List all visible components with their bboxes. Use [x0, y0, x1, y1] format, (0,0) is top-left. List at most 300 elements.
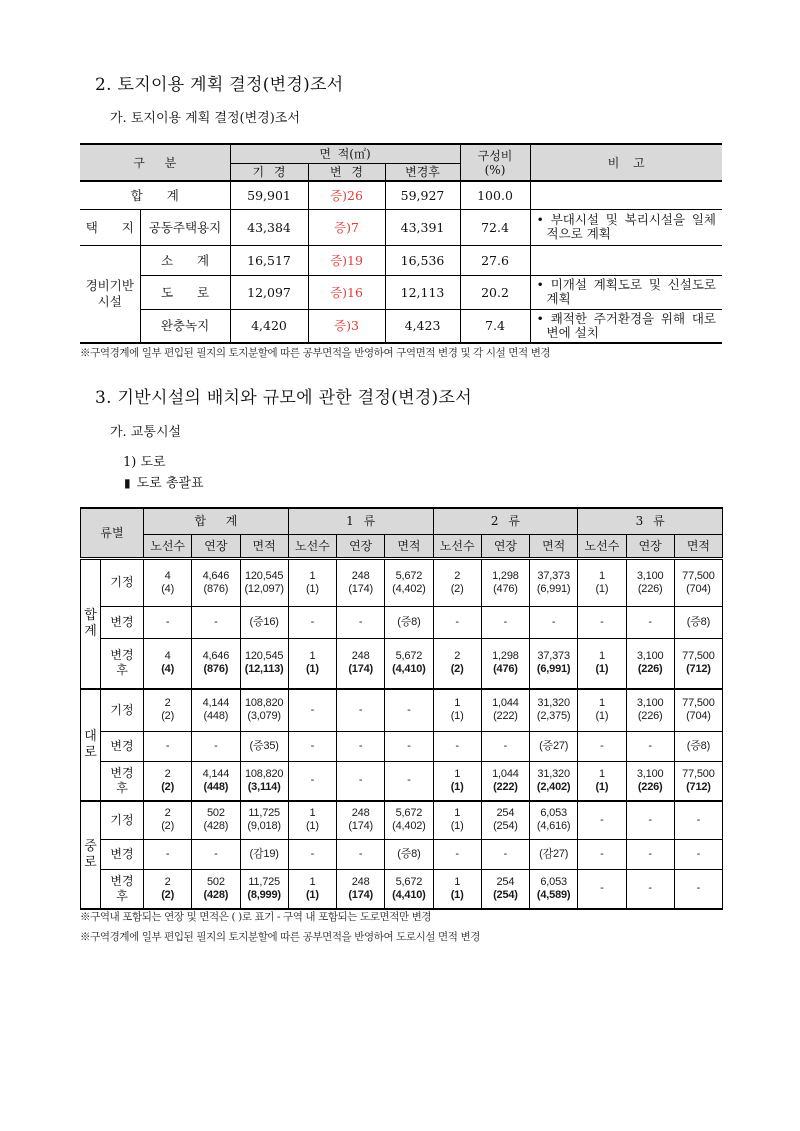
- road-table-title: [124, 475, 204, 492]
- cell-total-length: [192, 606, 240, 638]
- value-class-3-area: -: [696, 847, 701, 860]
- cell-class-1-length: [337, 839, 385, 869]
- value-total-routes: 2: [164, 807, 171, 820]
- value-class-3-routes: 1: [598, 697, 605, 710]
- cell-class-3-routes: [578, 839, 626, 869]
- value-class-3-area: (증8): [686, 615, 711, 628]
- total-after: 59,927: [385, 181, 460, 209]
- header-class-3-length: 연장: [626, 534, 674, 558]
- road-header-row-1: [81, 508, 723, 534]
- row-label-cell-change: [101, 606, 144, 638]
- cell-class-2-area: [530, 638, 578, 689]
- value-class-1-routes: 1: [309, 650, 316, 663]
- value-class-1-routes: 1: [309, 569, 316, 582]
- row-total: [80, 181, 722, 209]
- total-change: 증)26: [308, 181, 385, 209]
- value-class-1-area: -: [407, 739, 411, 752]
- value-class-3-routes: -: [600, 739, 604, 752]
- value-class-3-area: (증8): [686, 739, 711, 752]
- cell-class-1-routes: [288, 638, 336, 689]
- group-label-cell-total: [81, 558, 101, 689]
- value-class-3-length: -: [648, 615, 652, 628]
- in-zone-value-class-3-area: (712): [686, 780, 711, 793]
- in-zone-value-total-length: (448): [203, 710, 229, 723]
- value-class-1-length: -: [358, 774, 363, 787]
- cell-class-1-area: [385, 689, 433, 731]
- value-class-1-length: -: [358, 739, 363, 752]
- cell-class-3-length: [626, 801, 674, 839]
- cell-total-routes: [144, 689, 192, 731]
- header-ratio-label: 구성비: [477, 148, 513, 163]
- value-class-2-length: -: [503, 615, 508, 628]
- infra-buffer-green-ratio: 7.4: [460, 309, 530, 343]
- cell-class-3-routes: [578, 558, 626, 606]
- value-class-1-length: 248: [351, 650, 370, 663]
- section-2-heading: 2. 토지이용 계획 결정(변경)조서: [95, 75, 344, 95]
- row-label-cell-existing: [101, 801, 144, 839]
- infra-subtotal-change: 증)19: [308, 245, 385, 275]
- value-class-1-length: -: [358, 847, 363, 860]
- value-class-3-routes: -: [600, 882, 604, 895]
- cell-class-3-area: [674, 761, 722, 801]
- row-label-existing: 기정: [110, 812, 134, 827]
- cell-class-3-area: [674, 558, 722, 606]
- group-label-cell-medium-road: [81, 801, 101, 909]
- cell-class-1-length: [337, 731, 385, 761]
- section-3-heading: 3. 기반시설의 배치와 규모에 관한 결정(변경)조서: [95, 388, 472, 408]
- value-class-1-length: 248: [351, 807, 370, 820]
- road-row-total-after: [81, 638, 723, 689]
- cell-class-1-area: [385, 869, 433, 909]
- in-zone-value-total-routes: (2): [161, 710, 175, 723]
- value-class-1-routes: -: [310, 703, 315, 716]
- road-summary-table: [80, 507, 723, 910]
- in-zone-value-total-area: (9,018): [247, 820, 281, 833]
- header-group-class-1: 1 류: [288, 508, 433, 534]
- in-zone-value-total-length: (428): [203, 888, 229, 901]
- cell-class-2-area: [530, 869, 578, 909]
- in-zone-value-class-2-length: (254): [493, 888, 518, 901]
- row-label-cell-after: [101, 869, 144, 909]
- land-use-table: [80, 143, 722, 344]
- infra-subtotal-note: [530, 245, 722, 275]
- in-zone-value-class-3-routes: (1): [595, 663, 609, 676]
- in-zone-value-total-area: (8,999): [247, 888, 281, 901]
- in-zone-value-class-2-area: (4,616): [536, 820, 571, 833]
- value-class-1-length: -: [358, 703, 363, 716]
- cell-class-2-length: [481, 731, 529, 761]
- in-zone-value-total-area: (12,097): [244, 582, 284, 595]
- header-class-2-area: 면적: [530, 534, 578, 558]
- cell-total-area: [240, 558, 288, 606]
- group-label-total: 합계: [84, 607, 97, 639]
- in-zone-value-class-3-routes: (1): [595, 710, 609, 723]
- cell-total-routes: [144, 869, 192, 909]
- infra-road-change: 증)16: [308, 275, 385, 309]
- value-class-1-area: (증8): [397, 847, 421, 860]
- value-total-area: 120,545: [244, 569, 284, 582]
- in-zone-value-class-2-area: (6,991): [536, 663, 571, 676]
- cell-class-2-routes: [433, 801, 481, 839]
- header-total-routes: 노선수: [144, 534, 192, 558]
- in-zone-value-total-routes: (4): [161, 663, 175, 676]
- in-zone-value-class-1-routes: (1): [305, 582, 319, 595]
- value-class-3-length: -: [648, 882, 652, 895]
- cell-class-2-length: [481, 761, 529, 801]
- in-zone-value-class-1-area: (4,410): [392, 888, 426, 901]
- in-zone-value-class-3-area: (704): [686, 582, 711, 595]
- cell-class-1-length: [337, 801, 385, 839]
- in-zone-value-class-3-length: (226): [637, 780, 663, 793]
- in-zone-value-class-2-routes: (1): [450, 888, 464, 901]
- row-infra-buffer-green: [80, 309, 722, 343]
- row-label-after: 변경후: [110, 765, 134, 795]
- in-zone-value-class-2-area: (2,402): [536, 780, 571, 793]
- value-total-area: 120,545: [244, 650, 284, 663]
- in-zone-value-class-1-length: (174): [348, 582, 373, 595]
- cell-total-area: [240, 801, 288, 839]
- header-category: 구 분: [80, 144, 230, 181]
- row-label-existing: 기정: [110, 575, 134, 589]
- in-zone-value-class-2-area: (6,991): [536, 582, 571, 595]
- value-class-2-length: 1,044: [492, 697, 519, 710]
- cell-class-3-area: [674, 731, 722, 761]
- header-class: 류별: [81, 508, 144, 558]
- housing-change: 증)7: [308, 209, 385, 245]
- value-class-3-length: 3,100: [636, 767, 664, 780]
- in-zone-value-class-1-area: (4,402): [392, 582, 426, 595]
- cell-total-area: [240, 606, 288, 638]
- value-total-area: (증35): [249, 739, 279, 752]
- cell-total-length: [192, 801, 240, 839]
- value-class-3-area: 77,500: [682, 767, 715, 780]
- in-zone-value-class-2-length: (254): [493, 820, 518, 833]
- infra-buffer-green-existing: 4,420: [230, 309, 308, 343]
- cell-class-3-routes: [578, 606, 626, 638]
- value-class-2-routes: 2: [454, 569, 461, 582]
- cell-total-area: [240, 731, 288, 761]
- cell-class-1-area: [385, 731, 433, 761]
- cell-total-routes: [144, 839, 192, 869]
- value-class-1-routes: 1: [309, 875, 316, 888]
- cell-class-1-routes: [288, 689, 336, 731]
- cell-class-1-area: [385, 761, 433, 801]
- cell-class-3-area: [674, 606, 722, 638]
- total-existing: 59,901: [230, 181, 308, 209]
- cell-class-3-routes: [578, 869, 626, 909]
- cell-total-length: [192, 638, 240, 689]
- row-label-change: 변경: [110, 846, 134, 861]
- value-class-2-area: 37,373: [537, 650, 570, 663]
- value-class-1-routes: 1: [309, 807, 316, 820]
- value-total-length: -: [214, 615, 218, 628]
- header-ratio: [460, 144, 530, 181]
- infra-buffer-green-label: 완충녹지: [140, 309, 230, 343]
- header-after: 변경후: [385, 163, 460, 181]
- in-zone-value-class-3-routes: (1): [595, 780, 609, 793]
- road-row-medium-road-after: [81, 869, 723, 909]
- cell-class-2-length: [481, 801, 529, 839]
- cell-class-1-length: [337, 606, 385, 638]
- infra-buffer-green-change: 증)3: [308, 309, 385, 343]
- cell-class-1-routes: [288, 558, 336, 606]
- in-zone-value-class-3-area: (704): [686, 710, 711, 723]
- in-zone-value-total-routes: (2): [161, 888, 175, 901]
- cell-class-2-area: [530, 761, 578, 801]
- total-ratio: 100.0: [460, 181, 530, 209]
- header-class-3-routes: 노선수: [578, 534, 626, 558]
- infra-road-label: 도 로: [140, 275, 230, 309]
- value-class-3-routes: 1: [598, 650, 605, 663]
- value-class-3-length: -: [648, 739, 652, 752]
- header-class-1-area: 면적: [385, 534, 433, 558]
- value-class-1-routes: -: [310, 615, 315, 628]
- value-total-area: (감19): [249, 847, 279, 860]
- value-total-length: 4,646: [202, 569, 230, 582]
- value-class-1-area: -: [407, 703, 411, 716]
- value-class-2-area: -: [551, 615, 556, 628]
- road-row-medium-road-change: [81, 839, 723, 869]
- row-label-cell-existing: [101, 689, 144, 731]
- value-class-3-routes: -: [600, 615, 604, 628]
- value-class-2-area: 6,053: [540, 807, 567, 820]
- in-zone-value-class-2-routes: (1): [450, 780, 464, 793]
- header-group-total: 합 계: [144, 508, 289, 534]
- cell-total-routes: [144, 801, 192, 839]
- value-class-3-length: -: [648, 813, 652, 826]
- cell-total-length: [192, 731, 240, 761]
- cell-class-2-routes: [433, 638, 481, 689]
- cell-class-2-area: [530, 689, 578, 731]
- housing-existing: 43,384: [230, 209, 308, 245]
- row-housing: [80, 209, 722, 245]
- cell-class-3-length: [626, 606, 674, 638]
- road-footnote-1: ※구역내 포함되는 연장 및 면적은 ( )로 표기 - 구역 내 포함되는 도로면적만 변경: [80, 911, 432, 923]
- cell-class-1-area: [385, 638, 433, 689]
- row-label-cell-after: [101, 761, 144, 801]
- cell-class-1-length: [337, 558, 385, 606]
- land-use-footnote: ※구역경계에 일부 편입된 필지의 토지분할에 따른 공부면적을 반영하여 구역면적 변경 및 각 시설 면적 변경: [80, 347, 551, 359]
- value-class-1-area: 5,672: [395, 569, 423, 582]
- value-class-3-length: 3,100: [636, 569, 664, 582]
- in-zone-value-total-length: (448): [203, 780, 229, 793]
- road-table-body: [81, 558, 723, 909]
- cell-total-length: [192, 869, 240, 909]
- cell-class-3-length: [626, 638, 674, 689]
- header-total-area: 면적: [240, 534, 288, 558]
- value-class-3-routes: -: [600, 813, 604, 826]
- value-class-1-area: -: [407, 774, 411, 787]
- cell-total-length: [192, 839, 240, 869]
- cell-class-2-area: [530, 801, 578, 839]
- value-total-length: 4,646: [202, 650, 230, 663]
- value-class-2-length: 1,298: [492, 569, 519, 582]
- cell-total-area: [240, 869, 288, 909]
- cell-class-1-area: [385, 558, 433, 606]
- road-item-heading: 1) 도로: [123, 455, 166, 470]
- value-class-2-routes: -: [455, 847, 459, 860]
- infra-road-note: • 미개설 계획도로 및 신설도로 계획: [530, 275, 722, 309]
- cell-class-3-length: [626, 731, 674, 761]
- group-label-medium-road: 중로: [84, 839, 97, 870]
- cell-class-2-length: [481, 689, 529, 731]
- group-label-major-road: 대로: [84, 729, 97, 760]
- row-label-existing: 기정: [110, 702, 134, 717]
- value-total-routes: 2: [164, 767, 171, 780]
- cell-class-1-routes: [288, 761, 336, 801]
- value-class-2-area: 6,053: [540, 875, 567, 888]
- value-total-area: 11,725: [248, 807, 280, 820]
- cell-class-1-routes: [288, 801, 336, 839]
- value-total-area: 108,820: [244, 767, 284, 780]
- value-class-1-routes: -: [310, 774, 315, 787]
- value-class-2-area: 31,320: [537, 767, 570, 780]
- infra-buffer-green-after: 4,423: [385, 309, 460, 343]
- header-existing: 기 경: [230, 163, 308, 181]
- value-class-2-length: 254: [496, 807, 515, 820]
- in-zone-value-total-length: (428): [203, 820, 229, 833]
- value-class-1-area: (증8): [397, 615, 421, 628]
- cell-class-3-area: [674, 801, 722, 839]
- cell-class-2-length: [481, 606, 529, 638]
- value-class-2-length: 1,298: [492, 650, 519, 663]
- value-class-3-area: -: [696, 813, 701, 826]
- in-zone-value-class-1-area: (4,402): [392, 820, 426, 833]
- value-class-2-length: 1,044: [492, 767, 519, 780]
- cell-total-routes: [144, 606, 192, 638]
- cell-total-length: [192, 761, 240, 801]
- infra-group-label: 경비기반 시설: [80, 245, 140, 343]
- in-zone-value-class-1-routes: (1): [305, 663, 319, 676]
- value-class-2-area: (감27): [539, 847, 569, 860]
- value-class-1-area: 5,672: [395, 650, 423, 663]
- in-zone-value-class-2-routes: (1): [450, 820, 464, 833]
- value-class-2-area: 37,373: [537, 569, 570, 582]
- in-zone-value-class-2-area: (4,589): [536, 888, 571, 901]
- cell-class-1-routes: [288, 869, 336, 909]
- infra-road-ratio: 20.2: [460, 275, 530, 309]
- cell-class-1-area: [385, 839, 433, 869]
- header-class-1-length: 연장: [337, 534, 385, 558]
- value-total-routes: 2: [164, 697, 171, 710]
- housing-group-label: 택 지: [80, 209, 140, 245]
- value-class-3-routes: -: [600, 847, 604, 860]
- row-label-change: 변경: [110, 738, 134, 753]
- road-row-medium-road-existing: [81, 801, 723, 839]
- cell-class-3-area: [674, 689, 722, 731]
- infra-subtotal-ratio: 27.6: [460, 245, 530, 275]
- cell-total-routes: [144, 558, 192, 606]
- in-zone-value-total-routes: (4): [161, 582, 175, 595]
- header-class-3-area: 면적: [674, 534, 722, 558]
- header-change: 변 경: [308, 163, 385, 181]
- road-table-title-text: 도로 총괄표: [136, 476, 204, 491]
- cell-class-1-routes: [288, 606, 336, 638]
- value-class-3-routes: 1: [598, 569, 605, 582]
- header-class-2-routes: 노선수: [433, 534, 481, 558]
- infra-subtotal-label: 소 계: [140, 245, 230, 275]
- in-zone-value-total-area: (3,079): [247, 710, 281, 723]
- cell-total-area: [240, 839, 288, 869]
- infra-road-after: 12,113: [385, 275, 460, 309]
- infra-subtotal-after: 16,536: [385, 245, 460, 275]
- cell-class-3-area: [674, 638, 722, 689]
- row-infra-road: [80, 275, 722, 309]
- cell-class-1-routes: [288, 731, 336, 761]
- cell-total-length: [192, 558, 240, 606]
- header-total-length: 연장: [192, 534, 240, 558]
- cell-total-area: [240, 761, 288, 801]
- in-zone-value-class-2-length: (476): [493, 663, 518, 676]
- cell-total-area: [240, 638, 288, 689]
- infra-buffer-green-note: • 쾌적한 주거환경을 위해 대로변에 설치: [530, 309, 722, 343]
- cell-total-routes: [144, 638, 192, 689]
- value-class-2-routes: -: [455, 615, 459, 628]
- cell-total-routes: [144, 731, 192, 761]
- cell-class-3-length: [626, 558, 674, 606]
- cell-total-routes: [144, 761, 192, 801]
- row-label-after: 변경후: [110, 873, 134, 903]
- in-zone-value-class-2-routes: (2): [450, 582, 464, 595]
- value-total-routes: -: [165, 739, 170, 752]
- value-total-area: 11,725: [248, 875, 280, 888]
- cell-class-3-area: [674, 839, 722, 869]
- land-header-row-1: [80, 144, 722, 163]
- in-zone-value-class-2-length: (222): [493, 780, 518, 793]
- in-zone-value-class-2-area: (2,375): [536, 710, 571, 723]
- cell-class-3-length: [626, 689, 674, 731]
- cell-class-1-routes: [288, 839, 336, 869]
- housing-after: 43,391: [385, 209, 460, 245]
- infra-road-existing: 12,097: [230, 275, 308, 309]
- in-zone-value-class-3-routes: (1): [595, 582, 609, 595]
- cell-class-2-area: [530, 839, 578, 869]
- value-total-area: (증16): [249, 615, 279, 628]
- in-zone-value-total-length: (876): [203, 663, 229, 676]
- in-zone-value-class-3-length: (226): [637, 663, 663, 676]
- infra-subtotal-existing: 16,517: [230, 245, 308, 275]
- value-class-1-routes: -: [310, 739, 315, 752]
- in-zone-value-class-2-length: (222): [493, 710, 518, 723]
- value-total-routes: 4: [164, 650, 171, 663]
- road-row-major-road-change: [81, 731, 723, 761]
- cell-class-2-routes: [433, 869, 481, 909]
- cell-class-1-area: [385, 801, 433, 839]
- housing-label: 공동주택용지: [140, 209, 230, 245]
- cell-class-3-routes: [578, 638, 626, 689]
- value-class-2-area: (증27): [539, 739, 569, 752]
- value-total-length: 4,144: [202, 697, 230, 710]
- road-row-total-change: [81, 606, 723, 638]
- row-label-change: 변경: [110, 614, 134, 629]
- header-ratio-unit: (%): [484, 162, 506, 177]
- in-zone-value-class-1-length: (174): [348, 663, 373, 676]
- value-class-3-length: 3,100: [636, 650, 664, 663]
- cell-class-3-length: [626, 839, 674, 869]
- header-class-1-routes: 노선수: [288, 534, 336, 558]
- cell-class-2-routes: [433, 558, 481, 606]
- value-total-length: -: [214, 847, 218, 860]
- in-zone-value-total-routes: (2): [161, 820, 175, 833]
- value-class-3-area: 77,500: [682, 697, 715, 710]
- in-zone-value-total-length: (876): [203, 582, 229, 595]
- header-group-class-2: 2 류: [433, 508, 578, 534]
- value-class-3-area: 77,500: [682, 569, 715, 582]
- value-total-routes: -: [165, 847, 170, 860]
- in-zone-value-class-1-length: (174): [348, 888, 373, 901]
- cell-class-1-length: [337, 761, 385, 801]
- cell-class-2-routes: [433, 839, 481, 869]
